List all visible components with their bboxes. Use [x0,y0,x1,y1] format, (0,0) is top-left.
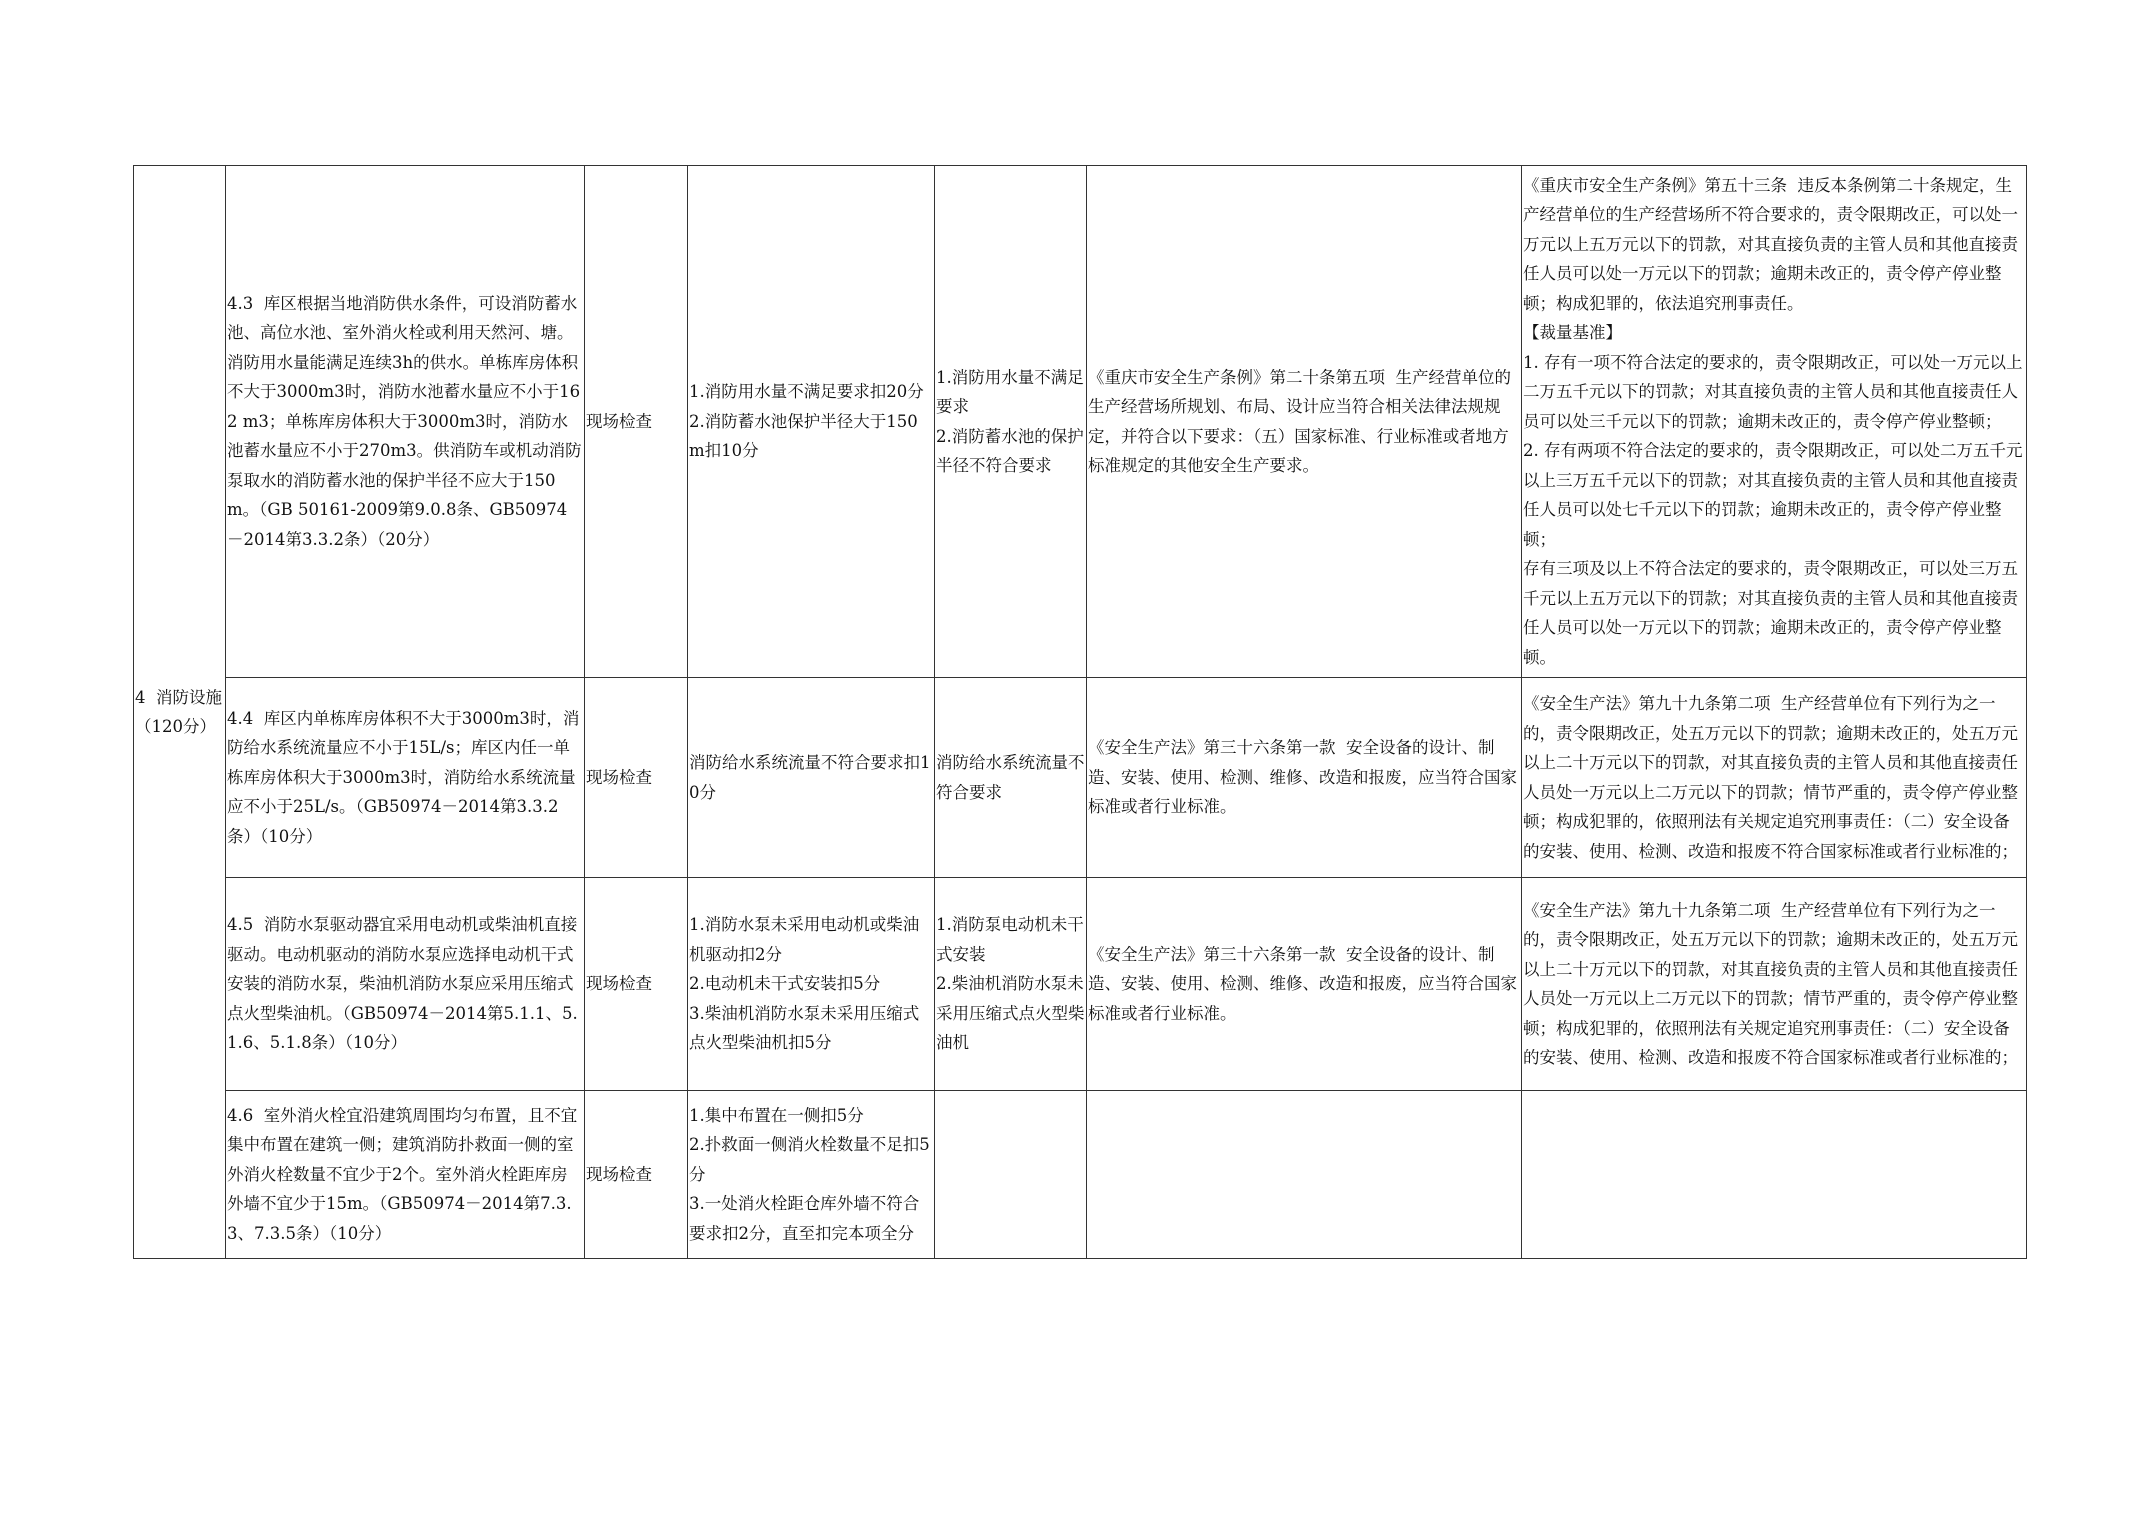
item-cell: 4.5 消防水泵驱动器宜采用电动机或柴油机直接驱动。电动机驱动的消防水泵应选择电动机干式安装的消防水泵，柴油机消防水泵应采用压缩式点火型柴油机。（GB50974－2014第5.1.1、5.1.6、5.1.8条）（10分） [226,878,585,1091]
table-row [134,1091,2027,1259]
deduction-cell: 1.集中布置在一侧扣5分 2.扑救面一侧消火栓数量不足扣5分 3.一处消火栓距仓库外墙不符合要求扣2分，直至扣完本项全分 [688,1091,935,1259]
issue-cell: 1.消防用水量不满足要求 2.消防蓄水池的保护半径不符合要求 [935,166,1087,678]
method-cell: 现场检查 [585,678,688,878]
inspection-table [133,165,2027,1259]
method-cell: 现场检查 [585,166,688,678]
item-cell: 4.6 室外消火栓宜沿建筑周围均匀布置，且不宜集中布置在建筑一侧；建筑消防扑救面一侧的室外消火栓数量不宜少于2个。室外消火栓距库房外墙不宜少于15m。（GB50974－2014第7.3.3、7.3.5条）（10分） [226,1091,585,1259]
basis-cell [1087,1091,1522,1259]
penalty-cell: 《安全生产法》第九十九条第二项 生产经营单位有下列行为之一的，责令限期改正，处五万元以下的罚款；逾期未改正的，处五万元以上二十万元以下的罚款，对其直接负责的主管人员和其他直接责任人员处一万元以上二万元以下的罚款；情节严重的，责令停产停业整顿；构成犯罪的，依照刑法有关规定追究刑事责任：（二）安全设备的安装、使用、检测、改造和报废不符合国家标准或者行业标准的； [1522,878,2027,1091]
penalty-cell [1522,1091,2027,1259]
penalty-cell: 《重庆市安全生产条例》第五十三条 违反本条例第二十条规定，生产经营单位的生产经营场所不符合要求的，责令限期改正，可以处一万元以上五万元以下的罚款，对其直接负责的主管人员和其他直接责任人员可以处一万元以下的罚款；逾期未改正的，责令停产停业整顿；构成犯罪的，依法追究刑事责任。 【裁量基准】 1. 存有一项不符合法定的要求的，责令限期改正，可以处一万元以上二万五千元以下的罚款；对其直接负责的主管人员和其他直接责任人员可以处三千元以下的罚款；逾期未改正的，责令停产停业整顿； 2. 存有两项不符合法定的要求的，责令限期改正，可以处二万五千元以上三万五千元以下的罚款；对其直接负责的主管人员和其他直接责任人员可以处七千元以下的罚款；逾期未改正的，责令停产停业整顿； 存有三项及以上不符合法定的要求的，责令限期改正，可以处三万五千元以上五万元以下的罚款；对其直接负责的主管人员和其他直接责任人员可以处一万元以下的罚款；逾期未改正的，责令停产停业整顿。 [1522,166,2027,678]
table-row [134,678,2027,878]
item-cell: 4.3 库区根据当地消防供水条件，可设消防蓄水池、高位水池、室外消火栓或利用天然河、塘。消防用水量能满足连续3h的供水。单栋库房体积不大于3000m3时，消防水池蓄水量应不小于162 m3；单栋库房体积大于3000m3时，消防水池蓄水量应不小于270m3。供消防车或机动消防泵取水的消防蓄水池的保护半径不应大于150m。（GB 50161-2009第9.0.8条、GB50974－2014第3.3.2条）（20分） [226,166,585,678]
item-cell: 4.4 库区内单栋库房体积不大于3000m3时，消防给水系统流量应不小于15L/s；库区内任一单栋库房体积大于3000m3时，消防给水系统流量应不小于25L/s。（GB50974－2014第3.3.2条）（10分） [226,678,585,878]
deduction-cell: 1.消防水泵未采用电动机或柴油机驱动扣2分 2.电动机未干式安装扣5分 3.柴油机消防水泵未采用压缩式点火型柴油机扣5分 [688,878,935,1091]
method-cell: 现场检查 [585,878,688,1091]
category-cell: 4 消防设施（120分） [134,166,226,1259]
basis-cell: 《重庆市安全生产条例》第二十条第五项 生产经营单位的生产经营场所规划、布局、设计应当符合相关法律法规规定，并符合以下要求：（五）国家标准、行业标准或者地方标准规定的其他安全生产要求。 [1087,166,1522,678]
deduction-cell: 消防给水系统流量不符合要求扣10分 [688,678,935,878]
basis-cell: 《安全生产法》第三十六条第一款 安全设备的设计、制造、安装、使用、检测、维修、改造和报废，应当符合国家标准或者行业标准。 [1087,678,1522,878]
issue-cell: 消防给水系统流量不符合要求 [935,678,1087,878]
table-row [134,166,2027,678]
method-cell: 现场检查 [585,1091,688,1259]
issue-cell: 1.消防泵电动机未干式安装 2.柴油机消防水泵未采用压缩式点火型柴油机 [935,878,1087,1091]
table-row [134,878,2027,1091]
issue-cell [935,1091,1087,1259]
deduction-cell: 1.消防用水量不满足要求扣20分 2.消防蓄水池保护半径大于150m扣10分 [688,166,935,678]
basis-cell: 《安全生产法》第三十六条第一款 安全设备的设计、制造、安装、使用、检测、维修、改造和报废，应当符合国家标准或者行业标准。 [1087,878,1522,1091]
penalty-cell: 《安全生产法》第九十九条第二项 生产经营单位有下列行为之一的，责令限期改正，处五万元以下的罚款；逾期未改正的，处五万元以上二十万元以下的罚款，对其直接负责的主管人员和其他直接责任人员处一万元以上二万元以下的罚款；情节严重的，责令停产停业整顿；构成犯罪的，依照刑法有关规定追究刑事责任：（二）安全设备的安装、使用、检测、改造和报废不符合国家标准或者行业标准的； [1522,678,2027,878]
